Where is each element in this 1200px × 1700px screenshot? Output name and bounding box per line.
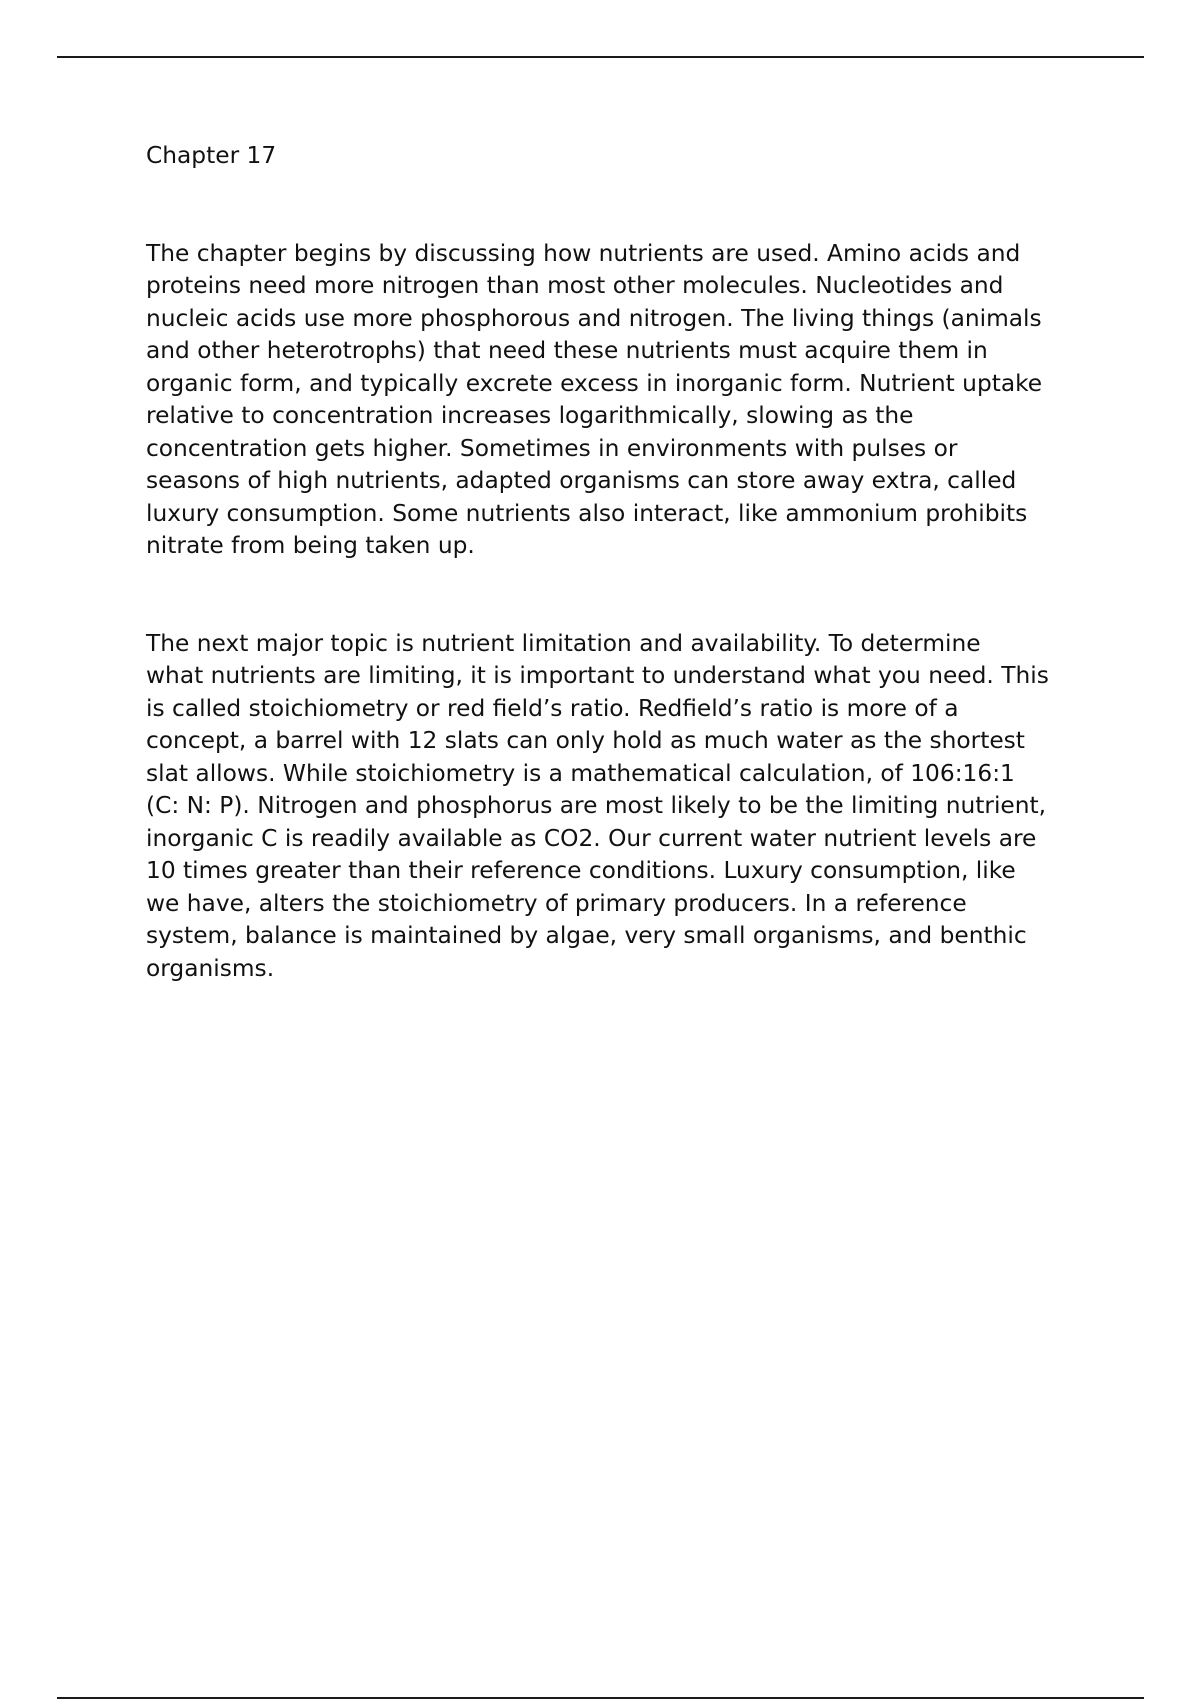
page-content [146,140,1096,985]
paragraph-nutrient-limitation: The next major topic is nutrient limitation and availability. To determine what nutrients are limiting, it is important to understand what you need. This is called stoichiometry or red field’s ratio. Redfield’s ratio is more of a concept, a barrel with 12 slats can only hold as much water as the shortest slat allows. While stoichiometry is a mathematical calculation, of 106:16:1 (C: N: P). Nitrogen and phosphorus are most likely to be the limiting nutrient, inorganic C is readily available as CO2. Our current water nutrient levels are 10 times greater than their reference conditions. Luxury consumption, like we have, alters the stoichiometry of primary producers. In a reference system, balance is maintained by algae, very small organisms, and benthic organisms. [146,629,1049,982]
footer-rule [57,1697,1144,1699]
paragraph-nutrient-use: The chapter begins by discussing how nutrients are used. Amino acids and proteins need more nitrogen than most other molecules. Nucleotides and nucleic acids use more phosphorous and nitrogen. The living things (animals and other heterotrophs) that need these nutrients must acquire them in organic form, and typically excrete excess in inorganic form. Nutrient uptake relative to concentration increases logarithmically, slowing as the concentration gets higher. Sometimes in environments with pulses or seasons of high nutrients, adapted organisms can store away extra, called luxury consumption. Some nutrients also interact, like ammonium prohibits nitrate from being taken up. [146,239,1043,559]
header-rule [57,56,1144,58]
chapter-title: Chapter 17 [146,142,277,169]
